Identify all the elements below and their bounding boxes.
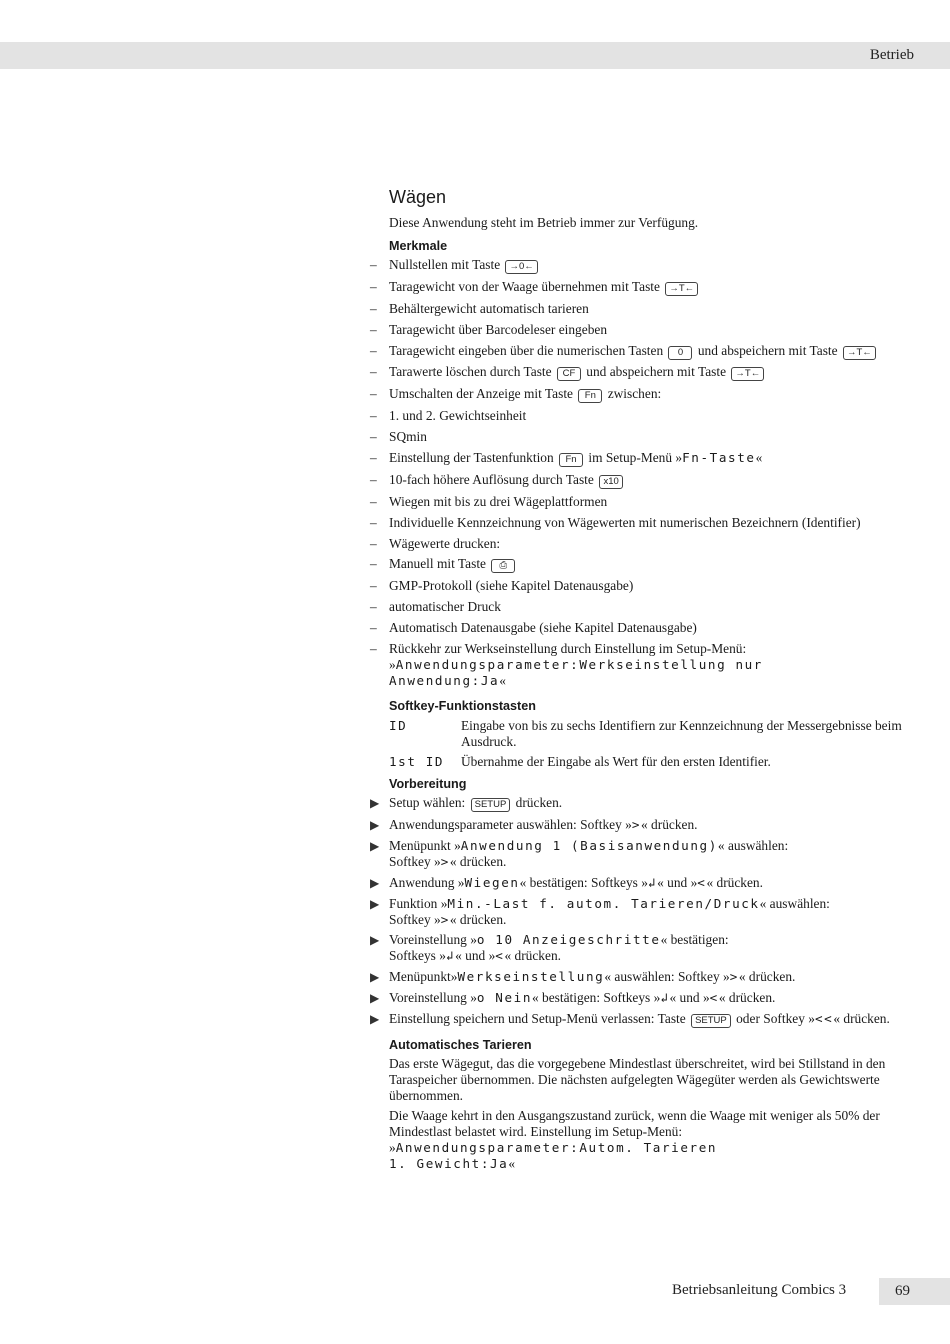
key-icon: Fn xyxy=(578,389,602,403)
section-label: Betrieb xyxy=(869,47,914,63)
feature-item: – Wiegen mit bis zu drei Wägeplattformen xyxy=(370,493,608,509)
dash-bullet: – xyxy=(370,300,377,316)
key-icon: →0← xyxy=(505,260,537,274)
step-item: ▶ Einstellung speichern und Setup-Menü verlassen: Taste SETUP oder Softkey »<<« drücken. xyxy=(370,1011,890,1027)
setup-key-icon: SETUP xyxy=(691,1014,731,1028)
dash-bullet: – xyxy=(370,599,377,615)
softkeys-list xyxy=(389,718,919,770)
dash-bullet: – xyxy=(370,471,377,487)
triangle-bullet-icon: ▶ xyxy=(370,896,380,911)
step-item: ▶ Anwendungsparameter auswählen: Softkey »>« drücken. xyxy=(370,816,698,832)
triangle-bullet-icon: ▶ xyxy=(370,991,380,1006)
feature-item: – Rückkehr zur Werkseinstellung durch Einstellung im Setup-Menü: »Anwendungsparameter:Werkseinstellung nur Anwendung:Ja« xyxy=(370,641,763,689)
triangle-bullet-icon: ▶ xyxy=(370,817,380,832)
step-item: ▶ Voreinstellung »o Nein« bestätigen: Softkeys »↲« und »<« drücken. xyxy=(370,990,776,1006)
dash-bullet: – xyxy=(370,578,377,594)
feature-item: – Taragewicht eingeben über die numerischen Tasten 0 und abspeichern mit Taste →T← xyxy=(389,343,919,360)
dash-bullet: – xyxy=(370,278,377,294)
intro-text: Diese Anwendung steht im Betrieb immer zur Verfügung. xyxy=(389,215,699,230)
feature-item: – 10-fach höhere Auflösung durch Taste x10 xyxy=(389,472,919,489)
dash-bullet: – xyxy=(370,514,377,530)
auto-heading: Automatisches Tarieren xyxy=(389,1038,532,1053)
feature-item: – SQmin xyxy=(370,429,427,445)
feature-item: – Einstellung der Tastenfunktion Fn im Setup-Menü »Fn-Taste« xyxy=(370,450,763,466)
triangle-bullet-icon: ▶ xyxy=(370,838,380,853)
softkey-row xyxy=(389,718,919,750)
dash-bullet: – xyxy=(370,386,377,402)
feature-item: – GMP-Protokoll (siehe Kapitel Datenausgabe) xyxy=(370,578,634,594)
steps-list xyxy=(370,795,919,1028)
key-icon: ⎙ xyxy=(491,559,515,573)
triangle-bullet-icon: ▶ xyxy=(370,970,380,985)
dash-bullet: – xyxy=(370,450,377,466)
dash-bullet: – xyxy=(370,257,377,272)
softkey-desc: Übernahme der Eingabe als Wert für den ersten Identifier. xyxy=(461,754,771,770)
triangle-bullet-icon: ▶ xyxy=(370,875,380,890)
features-list xyxy=(370,257,919,689)
dash-bullet: – xyxy=(370,620,377,636)
softkey-code: ID xyxy=(389,718,408,734)
feature-item: – Taragewicht von der Waage übernehmen mit Taste →T← xyxy=(389,279,919,296)
page-number-box xyxy=(879,1278,950,1305)
feature-item: – Taragewicht über Barcodeleser eingeben xyxy=(370,321,608,337)
softkey-desc: Eingabe von bis zu sechs Identifiern zur Kennzeichnung der Messergebnisse beim Ausdruck. xyxy=(461,718,902,750)
key-icon: x10 xyxy=(599,475,623,489)
feature-item: – 1. und 2. Gewichtseinheit xyxy=(370,408,527,424)
dash-bullet: – xyxy=(370,535,377,551)
dash-bullet: – xyxy=(370,364,377,380)
dash-bullet: – xyxy=(370,429,377,445)
feature-item: – Manuell mit Taste ⎙ xyxy=(389,556,919,573)
prep-heading: Vorbereitung xyxy=(389,777,467,792)
feature-item: – Nullstellen mit Taste →0← xyxy=(389,257,919,274)
softkeys-heading: Softkey-Funktionstasten xyxy=(389,699,536,714)
triangle-bullet-icon: ▶ xyxy=(370,796,380,811)
dash-bullet: – xyxy=(370,493,377,509)
feature-item: – Tarawerte löschen durch Taste CF und abspeichern mit Taste →T← xyxy=(389,364,919,381)
dash-bullet: – xyxy=(370,408,377,424)
step-item: ▶ Menüpunkt»Werkseinstellung« auswählen: Softkey »>« drücken. xyxy=(370,969,796,985)
key-icon: →T← xyxy=(731,367,764,381)
triangle-bullet-icon: ▶ xyxy=(370,1012,380,1027)
header-bar xyxy=(0,42,950,69)
feature-item: – Umschalten der Anzeige mit Taste Fn zwischen: xyxy=(370,386,662,402)
step-item: ▶ Funktion »Min.-Last f. autom. Tarieren/Druck« auswählen: Softkey »>« drücken. xyxy=(370,895,830,927)
step-item: ▶ Setup wählen: SETUP drücken. xyxy=(370,795,563,811)
feature-item: – Automatisch Datenausgabe (siehe Kapitel Datenausgabe) xyxy=(370,620,697,636)
auto-paragraph-1: Das erste Wägegut, das die vorgegebene Mindestlast überschreitet, wird bei Stillstand in den Taraspeicher übernommen. Die nächsten aufgelegten Wägegüter werden als Gewichtswerte übernommen. xyxy=(389,1056,886,1104)
page-title: Wägen xyxy=(389,187,447,207)
step-item: ▶ Anwendung »Wiegen« bestätigen: Softkeys »↲« und »<« drücken. xyxy=(370,874,763,890)
step-item: ▶ Voreinstellung »o 10 Anzeigeschritte« bestätigen: Softkeys »↲« und »<« drücken. xyxy=(370,932,729,964)
step-item: ▶ Menüpunkt »Anwendung 1 (Basisanwendung)« auswählen: Softkey »>« drücken. xyxy=(370,837,789,869)
features-heading: Merkmale xyxy=(389,239,448,253)
page-content xyxy=(370,186,919,1176)
softkey-code: 1st ID xyxy=(389,754,445,770)
feature-item: – Wägewerte drucken: xyxy=(370,535,501,551)
key-icon: 0 xyxy=(668,346,692,360)
feature-item: – automatischer Druck xyxy=(370,599,501,615)
manual-title: Betriebsanleitung Combics 3 xyxy=(672,1282,847,1298)
page-number: 69 xyxy=(895,1283,910,1299)
softkey-row xyxy=(389,754,919,770)
triangle-bullet-icon: ▶ xyxy=(370,933,380,948)
dash-bullet: – xyxy=(370,342,377,358)
dash-bullet: – xyxy=(370,321,377,337)
feature-item: – Individuelle Kennzeichnung von Wägewerten mit numerischen Bezeichnern (Identifier) xyxy=(370,514,861,530)
key-icon: →T← xyxy=(843,346,876,360)
dash-bullet: – xyxy=(370,556,377,572)
key-icon: Fn xyxy=(559,453,583,467)
setup-key-icon: SETUP xyxy=(471,798,511,812)
dash-bullet: – xyxy=(370,641,377,657)
auto-tare-section xyxy=(389,1037,919,1172)
key-icon: →T← xyxy=(665,282,698,296)
feature-item: – Behältergewicht automatisch tarieren xyxy=(370,300,589,316)
key-icon: CF xyxy=(557,367,581,381)
auto-paragraph-2: Die Waage kehrt in den Ausgangszustand zurück, wenn die Waage mit weniger als 50% der Mindestlast belastet wird. Einstellung im Setup-Menü: »Anwendungsparameter:Autom. Tarieren 1. Gewicht:Ja« xyxy=(389,1108,880,1172)
